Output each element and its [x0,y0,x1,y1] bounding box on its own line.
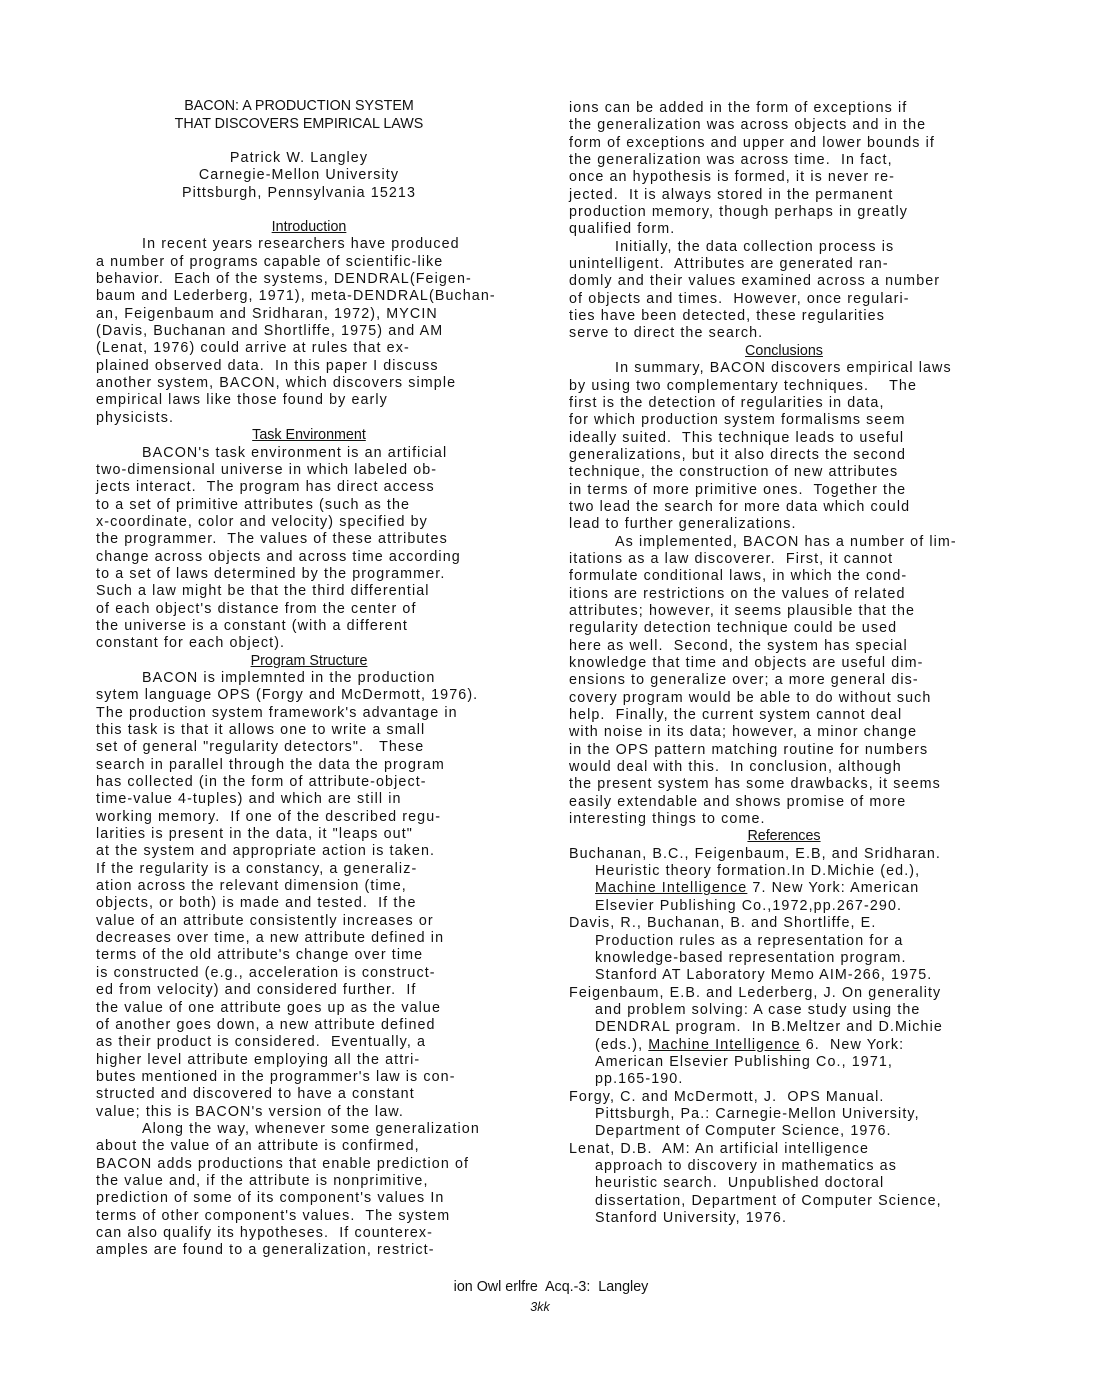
reference-line: Department of Computer Science, 1976. [595,1123,892,1140]
text-line: first is the detection of regularities in data, [569,394,885,411]
text-line: of another goes down, a new attribute defined [96,1016,436,1033]
text-line: the generalization was across objects and in the [569,117,927,134]
text-line: higher level attribute employing all the attri- [96,1051,421,1068]
reference-book-title: Machine Intelligence [648,1036,801,1053]
text-line: knowledge that time and objects are useful dim- [569,655,924,671]
right-column [569,100,999,1227]
text-line: in the OPS pattern matching routine for numbers [569,741,929,758]
reference-line: heuristic search. Unpublished doctoral [595,1175,885,1192]
title-line: BACON: A PRODUCTION SYSTEM [184,98,414,114]
right-body-text [569,100,999,1227]
text-line: interesting things to come. [569,811,766,828]
text-line: a number of programs capable of scientific-like [96,253,444,270]
author-affiliation: Carnegie-Mellon University [198,167,400,184]
text-line: working memory. If one of the described regu- [96,808,442,825]
text-line: help. Finally, the current system cannot deal [569,707,903,724]
reference-line [569,1037,999,1054]
text-line: (Lenat, 1976) could arrive at rules that ex- [96,340,410,357]
text-line: Lenat, D.B. AM: An artificial intelligence [569,1140,870,1157]
text-line: can also qualify its hypotheses. If counterex- [96,1224,433,1241]
text-line: larities is present in the data, it "leaps out" [96,826,413,843]
text-line: amples are found to a generalization, restrict- [96,1242,435,1259]
text-line: search in parallel through the data the program [96,756,445,773]
text-line: If the regularity is a constancy, a generaliz- [96,860,418,877]
text-line: to a set of primitive attributes (such as the [96,496,411,513]
text-line: for which production system formalisms seem [569,412,906,429]
reference-text: 7. New York: American [747,880,920,897]
text-line: Forgy, C. and McDermott, J. OPS Manual. [569,1088,885,1105]
reference-text: (eds.), [595,1036,649,1053]
text-line: itations as a law discoverer. First, it cannot [569,550,894,567]
text-line: easily extendable and shows promise of more [569,793,907,810]
reference-text: 6. New York: [800,1036,905,1053]
reference-line: pp.165-190. [595,1071,684,1088]
text-line: behavior. Each of the systems, DENDRAL(Feigen- [96,271,472,288]
text-line: to a set of laws determined by the programmer. [96,565,446,582]
text-line: two lead the search for more data which could [569,498,911,515]
left-body-text [96,219,522,1260]
text-line: ation across the relevant dimension (time, [96,878,407,895]
text-line: sytem language OPS (Forgy and McDermott, 1976). [96,687,479,704]
text-line: ensions to generalize over; a more general dis- [569,672,919,689]
text-line: value; this is BACON's version of the law. [96,1103,404,1120]
paragraph-first-line: Along the way, whenever some generalization [142,1120,480,1137]
text-line: structed and discovered to have a constant [96,1086,415,1103]
reference-line: approach to discovery in mathematics as [595,1157,897,1174]
text-line: attributes; however, it seems plausible that the [569,602,916,619]
text-line: (Davis, Buchanan and Shortliffe, 1975) and AM [96,323,444,340]
reference-line: Production rules as a representation for a [595,932,904,949]
reference-line: knowledge-based representation program. [595,949,907,966]
author-address: Pittsburgh, Pennsylvania 15213 [181,184,417,201]
section-heading: Program Structure [250,652,368,669]
text-line: ed from velocity) and considered further. If [96,982,417,999]
paragraph-first-line: As implemented, BACON has a number of lim- [615,533,957,550]
text-line: ions can be added in the form of exceptions if [569,100,908,116]
footer-line: ion Owl erlfre Acq.-3: Langley [453,1279,649,1295]
text-line: objects, or both) is made and tested. If the [96,895,417,912]
text-line: butes mentioned in the programmer's law is con- [96,1068,456,1085]
text-line: constant for each object). [96,635,286,652]
text-line: change across objects and across time according [96,548,461,565]
text-line: empirical laws like those found by early [96,392,388,409]
text-line: decreases over time, a new attribute defined in [96,930,445,947]
text-line: form of exceptions and upper and lower bounds if [569,134,935,151]
text-line: an, Feigenbaum and Sridharan, 1972), MYCIN [96,305,438,322]
text-line: Buchanan, B.C., Feigenbaum, E.B, and Sridharan. [569,845,941,862]
text-line: generalizations, but it also directs the second [569,446,907,463]
reference-book-title: Machine Intelligence [595,880,748,897]
text-line: The production system framework's advantage in [96,704,458,721]
section-heading: References [747,828,821,845]
paper-title [86,98,512,133]
text-line: Such a law might be that the third differential [96,583,430,600]
text-line: serve to direct the search. [569,325,764,342]
left-column [96,98,522,1260]
text-line: has collected (in the form of attribute-object- [96,774,427,791]
author-name: Patrick W. Langley [229,150,369,166]
text-line: lead to further generalizations. [569,516,797,533]
text-line: set of general "regularity detectors". These [96,739,425,756]
page-footer [0,1279,1102,1296]
text-line: baum and Lederberg, 1971), meta-DENDRAL(Buchan- [96,288,496,305]
text-line: ties have been detected, these regularities [569,308,885,325]
section-heading: Introduction [271,219,347,236]
reference-line: Pittsburgh, Pa.: Carnegie-Mellon University, [595,1105,920,1122]
text-line: the value and, if the attribute is nonprimitive, [96,1172,429,1189]
text-line: the universe is a constant (with a different [96,617,408,634]
text-line: with noise in its data; however, a minor change [569,724,918,741]
text-line: technique, the construction of new attributes [569,464,899,481]
text-line: jected. It is always stored in the permanent [569,186,894,203]
text-line: here as well. Second, the system has special [569,637,908,654]
text-line: by using two complementary techniques. The [569,377,918,394]
text-line: about the value of an attribute is confirmed, [96,1138,420,1155]
reference-line: dissertation, Department of Computer Science, [595,1192,942,1209]
text-line: this task is that it allows one to write a small [96,722,426,738]
paragraph-first-line: Initially, the data collection process is [615,238,895,255]
reference-line: DENDRAL program. In B.Meltzer and D.Michie [595,1019,943,1036]
text-line: physicists. [96,409,175,426]
text-line: domly and their values examined across a number [569,273,941,290]
reference-line: and problem solving: A case study using the [595,1001,921,1018]
paragraph-first-line: In recent years researchers have produced [142,236,460,253]
text-line: prediction of some of its component's values In [96,1190,445,1207]
page-number: 3kk [530,1300,550,1314]
author-block [86,150,512,202]
paragraph-first-line: In summary, BACON discovers empirical laws [615,360,952,377]
text-line: another system, BACON, which discovers simple [96,375,457,392]
text-line: value of an attribute consistently increases or [96,912,434,929]
text-line: in terms of more primitive ones. Together the [569,481,907,498]
text-line: of objects and times. However, once regulari- [569,290,910,307]
text-line: the generalization was across time. In fact, [569,152,893,169]
text-line: plained observed data. In this paper I discuss [96,357,439,374]
text-line: the value of one attribute goes up as the value [96,999,441,1016]
text-line: covery program would be able to do without such [569,689,932,706]
text-line: terms of the old attribute's change over time [96,947,424,964]
reference-line: Stanford University, 1976. [595,1210,788,1226]
paragraph-first-line: BACON is implemnted in the production [142,669,436,686]
reference-line: American Elsevier Publishing Co., 1971, [595,1053,893,1070]
text-line: formulate conditional laws, in which the cond- [569,568,908,585]
reference-line: Heuristic theory formation.In D.Michie (ed.), [595,863,921,880]
section-heading: Task Environment [252,427,366,444]
reference-line: Elsevier Publishing Co.,1972,pp.267-290. [595,897,903,914]
text-line: jects interact. The program has direct access [96,479,435,496]
text-line: at the system and appropriate action is taken. [96,843,436,860]
title-line: THAT DISCOVERS EMPIRICAL LAWS [174,115,424,132]
text-line: terms of other component's values. The system [96,1207,451,1224]
section-heading: Conclusions [745,342,823,359]
text-line: unintelligent. Attributes are generated ran- [569,256,889,273]
text-line: production memory, though perhaps in greatly [569,204,909,221]
text-line: is constructed (e.g., acceleration is construct- [96,964,436,981]
text-line: time-value 4-tuples) and which are still in [96,791,402,808]
text-line: would deal with this. In conclusion, although [569,759,902,776]
text-line: x-coordinate, color and velocity) specified by [96,513,428,530]
text-line: the present system has some drawbacks, it seems [569,776,941,793]
text-line: qualified form. [569,221,676,238]
text-line: BACON adds productions that enable prediction of [96,1155,470,1172]
text-line: ideally suited. This technique leads to useful [569,429,905,446]
text-line: regularity detection technique could be used [569,620,898,637]
text-line: two-dimensional universe in which labeled ob- [96,461,438,478]
reference-line [569,880,999,897]
text-line: the programmer. The values of these attributes [96,531,448,548]
text-line: Davis, R., Buchanan, B. and Shortliffe, E. [569,915,877,932]
reference-line: Stanford AT Laboratory Memo AIM-266, 1975. [595,967,933,984]
text-line: as their product is considered. Eventually, a [96,1034,427,1051]
text-line: once an hypothesis is formed, it is never re- [569,169,896,186]
text-line: itions are restrictions on the values of related [569,585,906,602]
paragraph-first-line: BACON's task environment is an artificial [142,444,448,461]
text-line: Feigenbaum, E.B. and Lederberg, J. On generality [569,984,942,1001]
text-line: of each object's distance from the center of [96,600,417,617]
